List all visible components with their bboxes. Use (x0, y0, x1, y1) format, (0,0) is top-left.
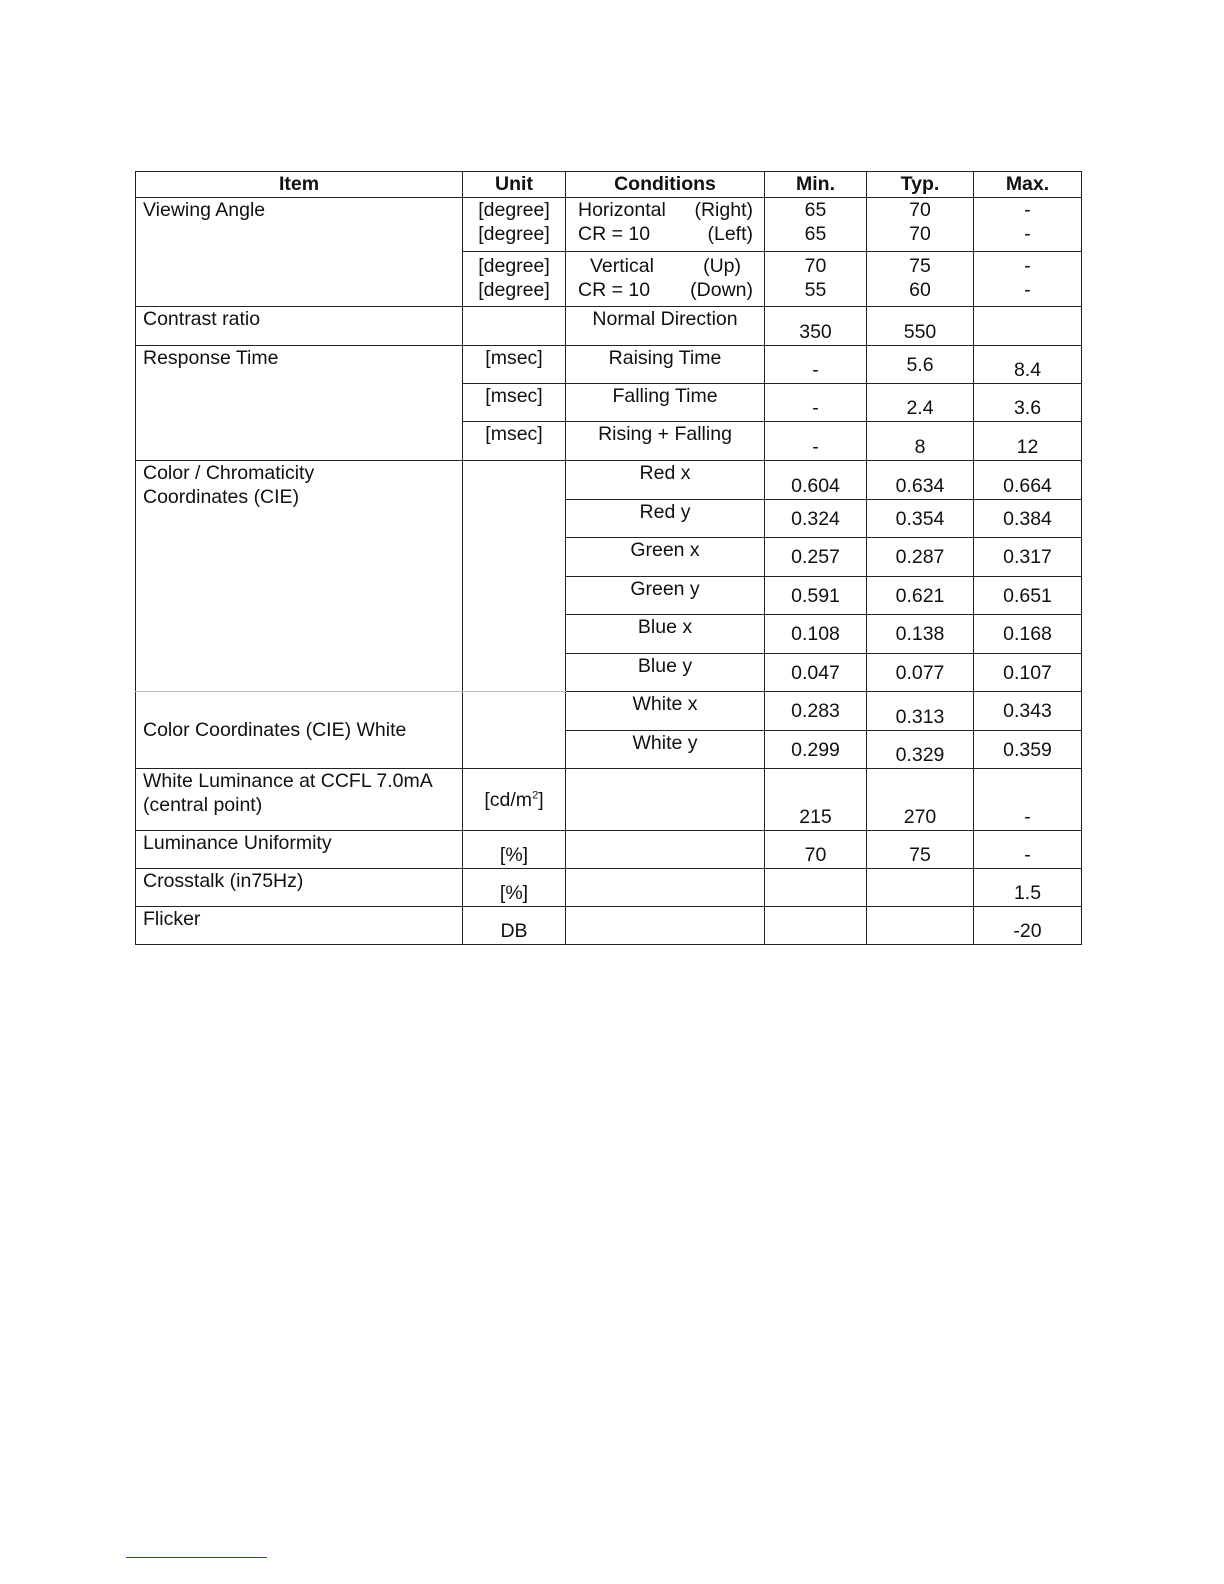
uniformity-label: Luminance Uniformity (136, 831, 463, 869)
response-typ: 5.6 (867, 346, 974, 384)
crosstalk-typ (867, 869, 974, 907)
white-max: 0.359 (974, 731, 1082, 769)
chroma-cond: Red x (566, 461, 765, 500)
response-cond: Raising Time (566, 346, 765, 384)
contrast-unit (463, 307, 566, 346)
header-conditions: Conditions (566, 172, 765, 198)
response-label: Response Time (136, 346, 463, 461)
optical-spec-table (135, 171, 1082, 945)
white-label: Color Coordinates (CIE) White (136, 692, 463, 769)
chroma-typ: 0.138 (867, 615, 974, 654)
chroma-cond: Blue x (566, 615, 765, 654)
uniformity-typ: 75 (867, 831, 974, 869)
chroma-min: 0.108 (765, 615, 867, 654)
chroma-cond: Green y (566, 577, 765, 615)
chroma-max: 0.384 (974, 500, 1082, 538)
luminance-row (136, 769, 1082, 831)
header-max: Max. (974, 172, 1082, 198)
flicker-label: Flicker (136, 907, 463, 945)
chroma-typ: 0.077 (867, 654, 974, 692)
crosstalk-min (765, 869, 867, 907)
chroma-max: 0.168 (974, 615, 1082, 654)
chroma-cond: Red y (566, 500, 765, 538)
uniformity-min: 70 (765, 831, 867, 869)
footnote-separator (126, 1557, 267, 1558)
viewing-v-typ: 75 60 (867, 252, 974, 307)
viewing-angle-horizontal-row (136, 198, 1082, 252)
contrast-cond: Normal Direction (566, 307, 765, 346)
contrast-typ: 550 (867, 307, 974, 346)
white-row (136, 692, 1082, 731)
white-typ: 0.329 (867, 731, 974, 769)
white-min: 0.299 (765, 731, 867, 769)
crosstalk-unit: [%] (463, 869, 566, 907)
crosstalk-row (136, 869, 1082, 907)
response-min: - (765, 384, 867, 422)
flicker-typ (867, 907, 974, 945)
white-min: 0.283 (765, 692, 867, 731)
response-max: 3.6 (974, 384, 1082, 422)
chroma-label: Color / Chromaticity Coordinates (CIE) (136, 461, 463, 692)
white-typ: 0.313 (867, 692, 974, 731)
white-cond: White x (566, 692, 765, 731)
luminance-cond (566, 769, 765, 831)
response-row (136, 346, 1082, 384)
response-max: 8.4 (974, 346, 1082, 384)
white-max: 0.343 (974, 692, 1082, 731)
flicker-max: -20 (974, 907, 1082, 945)
chroma-min: 0.604 (765, 461, 867, 500)
luminance-max: - (974, 769, 1082, 831)
response-typ: 2.4 (867, 384, 974, 422)
luminance-unit: $[cd/m^2]$ (463, 769, 566, 831)
response-max: 12 (974, 422, 1082, 461)
header-min: Min. (765, 172, 867, 198)
uniformity-max: - (974, 831, 1082, 869)
uniformity-row (136, 831, 1082, 869)
chroma-typ: 0.621 (867, 577, 974, 615)
flicker-unit: DB (463, 907, 566, 945)
chroma-max: 0.317 (974, 538, 1082, 577)
viewing-v-max: - - (974, 252, 1082, 307)
uniformity-unit: [%] (463, 831, 566, 869)
chroma-typ: 0.287 (867, 538, 974, 577)
viewing-h-conditions: Horizontal (Right) CR = 10 (Left) (566, 198, 765, 252)
response-min: - (765, 422, 867, 461)
viewing-h-max: - - (974, 198, 1082, 252)
viewing-v-min: 70 55 (765, 252, 867, 307)
flicker-min (765, 907, 867, 945)
crosstalk-label: Crosstalk (in75Hz) (136, 869, 463, 907)
response-cond: Rising + Falling (566, 422, 765, 461)
contrast-min: 350 (765, 307, 867, 346)
chroma-typ: 0.354 (867, 500, 974, 538)
response-cond: Falling Time (566, 384, 765, 422)
flicker-row (136, 907, 1082, 945)
uniformity-cond (566, 831, 765, 869)
luminance-min: 215 (765, 769, 867, 831)
flicker-cond (566, 907, 765, 945)
response-unit: [msec] (463, 422, 566, 461)
chroma-min: 0.047 (765, 654, 867, 692)
chroma-max: 0.651 (974, 577, 1082, 615)
viewing-v-conditions: Vertical (Up) CR = 10 (Down) (566, 252, 765, 307)
contrast-label: Contrast ratio (136, 307, 463, 346)
crosstalk-cond (566, 869, 765, 907)
white-cond: White y (566, 731, 765, 769)
contrast-row (136, 307, 1082, 346)
response-typ: 8 (867, 422, 974, 461)
viewing-h-unit: [degree] [degree] (463, 198, 566, 252)
response-unit: [msec] (463, 384, 566, 422)
chroma-max: 0.107 (974, 654, 1082, 692)
header-unit: Unit (463, 172, 566, 198)
chroma-typ: 0.634 (867, 461, 974, 500)
contrast-max (974, 307, 1082, 346)
header-typ: Typ. (867, 172, 974, 198)
chroma-unit (463, 461, 566, 692)
luminance-label: White Luminance at CCFL 7.0mA (central point) (136, 769, 463, 831)
chroma-min: 0.257 (765, 538, 867, 577)
luminance-typ: 270 (867, 769, 974, 831)
chroma-cond: Blue y (566, 654, 765, 692)
viewing-angle-label: Viewing Angle (136, 198, 463, 307)
header-item: Item (136, 172, 463, 198)
white-unit (463, 692, 566, 769)
viewing-h-min: 65 65 (765, 198, 867, 252)
chroma-max: 0.664 (974, 461, 1082, 500)
response-unit: [msec] (463, 346, 566, 384)
chroma-min: 0.591 (765, 577, 867, 615)
chroma-min: 0.324 (765, 500, 867, 538)
chroma-cond: Green x (566, 538, 765, 577)
viewing-v-unit: [degree] [degree] (463, 252, 566, 307)
chroma-row (136, 461, 1082, 500)
response-min: - (765, 346, 867, 384)
viewing-h-typ: 70 70 (867, 198, 974, 252)
header-row (136, 172, 1082, 198)
crosstalk-max: 1.5 (974, 869, 1082, 907)
